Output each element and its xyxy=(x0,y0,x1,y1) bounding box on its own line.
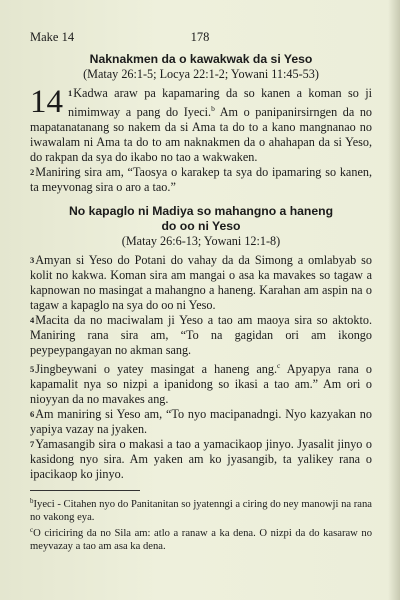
running-head xyxy=(30,30,370,46)
section-heading-2-line2: do oo ni Yeso xyxy=(161,219,241,233)
section-heading-1: Naknakmen da o kawakwak da si Yeso xyxy=(89,52,313,66)
verse-text: Apyapya rana o kapamalit nya so nizpi a ipanidong so ikasi a tao am.” Am ori o nioyyan da no mavakes ang. xyxy=(30,362,373,406)
verse-number: 7 xyxy=(30,439,35,449)
verse-6 xyxy=(30,407,372,437)
verse-text: Yamasangib sira o makasi a tao a yamacikaop jinyo. Jyasalit jinyo o kasidong nyo sira. Am yaken am ko jyasangib, ta yalikey rana o ipacikaop ko jinyo. xyxy=(30,437,372,481)
chapter-number: 14 xyxy=(30,84,63,120)
section-heading-2-line1: No kapaglo ni Madiya so mahangno a haneng xyxy=(68,204,334,218)
verse-4 xyxy=(30,313,372,358)
verse-text: Macita da no maciwalam ji Yeso a tao am maoya sira so aktokto. Maniring rana sira am, “To na gagidan ori am ikongo peypeypangayan no akman sang. xyxy=(30,313,372,357)
footnote-ref: c xyxy=(277,361,281,370)
page-binding-shadow xyxy=(388,0,400,600)
verse-3 xyxy=(30,253,372,313)
verse-text: Am o panipanirsirngen da no mapatanatanang so nakem da si Ama ta do to a kano mangnanao no iwawalam ni Ama ta do to am naknakmen da o ahahapan da si Yeso, do rakpan da sya do ikabo no tao a wakwaken. xyxy=(30,105,373,164)
page-number: 178 xyxy=(190,30,210,44)
book-chapter-label: Make 14 xyxy=(30,30,75,44)
verse-number: 5 xyxy=(30,364,35,374)
footnote-mark: c xyxy=(30,526,34,534)
footnote-divider xyxy=(30,490,140,491)
verse-number: 3 xyxy=(30,255,35,265)
footnote-b xyxy=(30,495,372,524)
verse-number: 4 xyxy=(30,315,35,325)
verse-text: Kadwa araw pa kapamaring da so kanen a koman so ji nimimway a pang do Iyeci. xyxy=(68,86,372,119)
verse-2 xyxy=(30,165,372,195)
section-gap xyxy=(30,195,372,204)
verse-number: 6 xyxy=(30,409,35,419)
section-refs-2: (Matay 26:6-13; Yowani 12:1-8) xyxy=(121,234,281,248)
verse-text: Jingbeywani o yatey masingat a haneng ang. xyxy=(35,362,278,376)
verse-number: 1 xyxy=(68,88,73,98)
verse-1 xyxy=(30,86,372,165)
footnote-text: Iyeci - Citahen nyo do Panitanitan so jyatenngi a ciring do ney manowji na rana no vakong eya. xyxy=(30,499,372,523)
section-refs-1: (Matay 26:1-5; Locya 22:1-2; Yowani 11:45-53) xyxy=(83,67,319,81)
verse-text: Amyan si Yeso do Potani do vahay da da Simong a omlabyab so kolit no kakwa. Koman sira am mangai o asa ka mavakes so tagaw a kapnowan no masingat a mahangno a haneng. Karahan am aspin na o tagaw a kapaglo na sya do oo ni Yeso. xyxy=(30,253,372,312)
footnote-c xyxy=(30,524,372,553)
verse-number: 2 xyxy=(30,167,35,177)
footnote-mark: b xyxy=(30,497,34,505)
footnote-ref: b xyxy=(211,104,215,113)
verse-text: Maniring sira am, “Taosya o karakep ta sya do ipamaring so kanen, ta meyvonag sira o aro a tao.” xyxy=(30,165,372,194)
page-content xyxy=(30,52,372,553)
footnote-text: O ciriciring da no Sila am: atlo a ranaw a ka dena. O nizpi da do kasaraw no meyvazay a tao am asa ka dena. xyxy=(30,528,372,552)
verse-text: Am maniring si Yeso am, “To nyo macipanadngi. Nyo kazyakan no yapiya vazay na jyaken. xyxy=(30,407,372,436)
verse-5 xyxy=(30,358,372,407)
verse-7 xyxy=(30,437,372,482)
